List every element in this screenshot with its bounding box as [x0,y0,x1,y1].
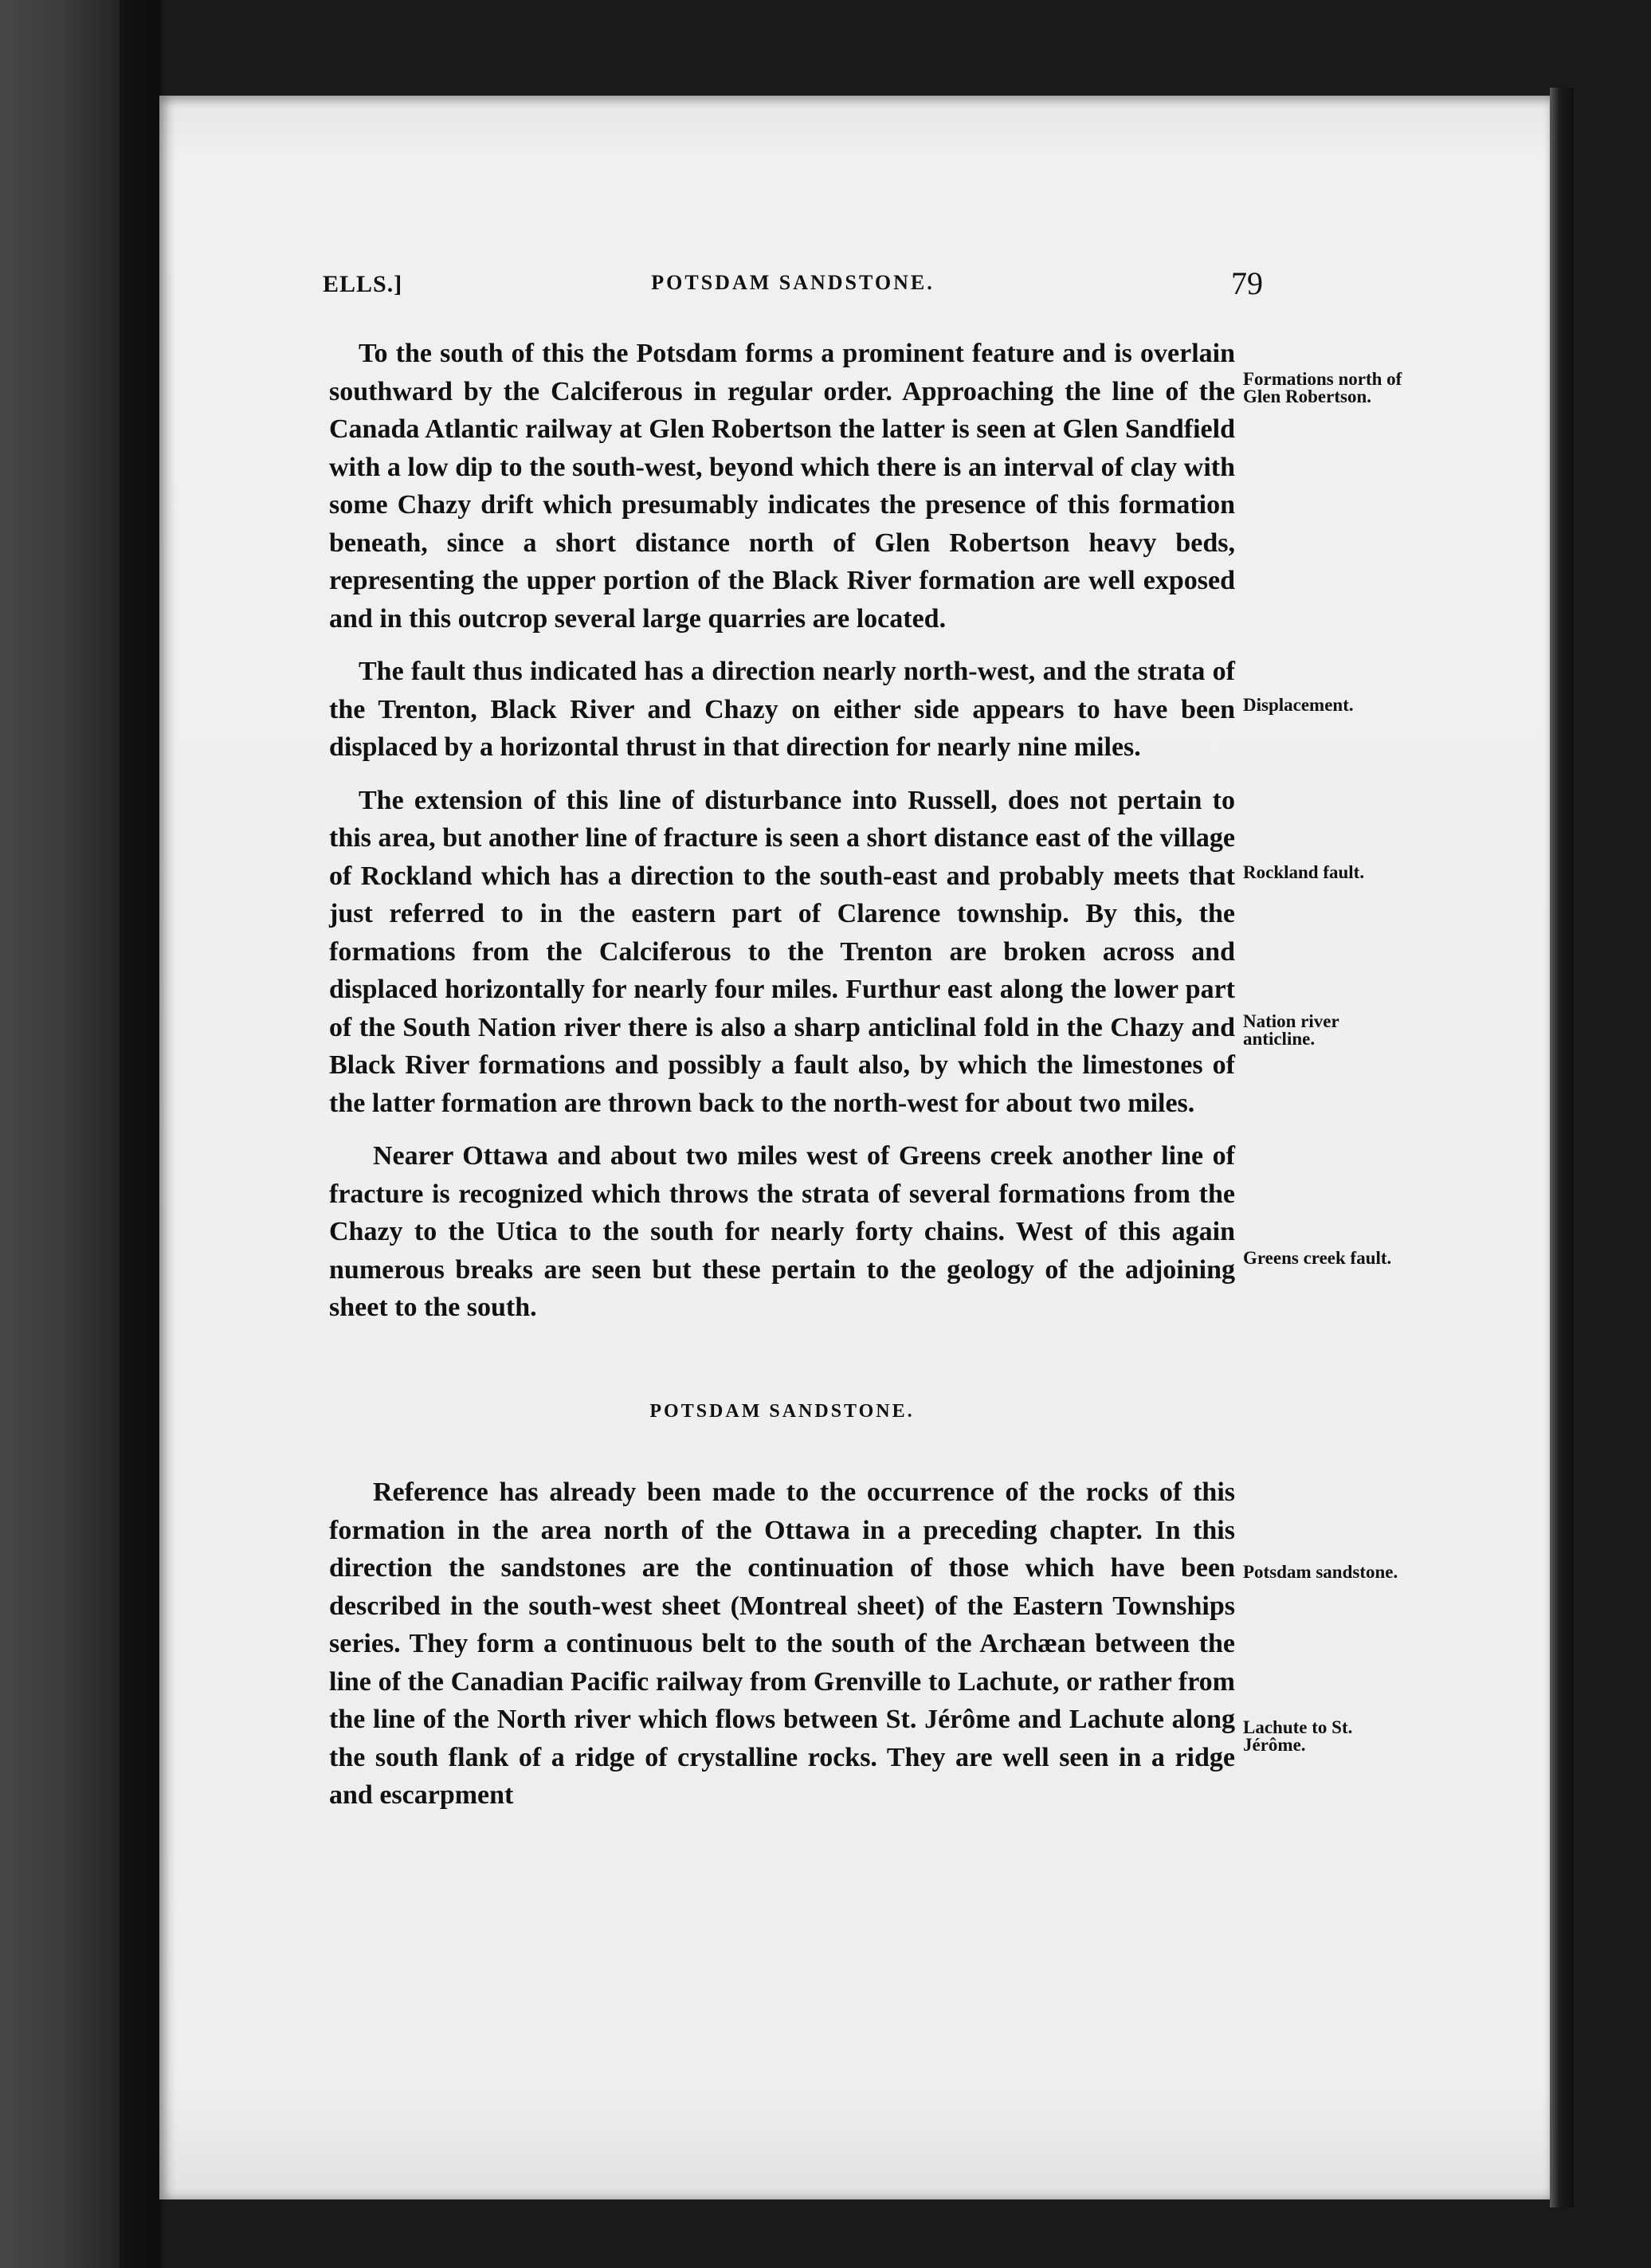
running-header [323,265,1263,311]
paragraph-fault-direction: The fault thus indicated has a direction nearly north-west, and the strata of the Trenton, Black River and Chazy on either side appears to have been displaced by a horizontal thrust in that direction for nearly nine miles. [329,657,1235,762]
facing-page-edge [0,0,120,2268]
section-heading: POTSDAM SANDSTONE. [649,1400,915,1422]
margin-note-glen-robertson: Formations north of Glen Robertson. [1243,369,1402,406]
margin-note-nation-river: Nation river anticline. [1243,1011,1339,1049]
margin-note-displacement: Displacement. [1243,695,1354,715]
paragraph-glen-robertson: To the south of this the Potsdam forms a prominent feature and is overlain southward by the Calciferous in regular order. Approaching the line of the Canada Atlantic railway at Glen Robertson the latter is seen at Glen Sandfield with a low dip to the south-west, beyond which there is an interval of clay with some Chazy drift which presumably indicates the presence of this formation beneath, since a short distance north of Glen Robertson heavy beds, representing the upper portion of the Black River formation are well exposed and in this outcrop several large quarries are located. [329,339,1235,634]
margin-note-lachute: Lachute to St. Jérôme. [1243,1717,1353,1755]
paragraph-greens-creek: Nearer Ottawa and about two miles west of Greens creek another line of fracture is recognized which throws the strata of several formations from the Chazy to the Utica to the south for nearly forty chains. West of this again numerous breaks are seen but these pertain to the geology of the adjoining sheet to the south. [329,1141,1235,1322]
margin-note-potsdam: Potsdam sandstone. [1243,1562,1398,1582]
paragraph-potsdam-reference: Reference has already been made to the occurrence of the rocks of this formation in the area north of the Ottawa in a preceding chapter. In this direction the sandstones are the continuation of those which have been described in the south-west sheet (Montreal sheet) of the Eastern Townships series. They form a continuous belt to the south of the Archæan between the line of the Canadian Pacific railway from Grenville to Lachute, or rather from the line of the North river which flows between St. Jérôme and Lachute along the south flank of a ridge of crystalline rocks. They are well seen in a ridge and escarpment [329,1477,1235,1810]
margin-note-greens-creek: Greens creek fault. [1243,1248,1392,1268]
margin-note-rockland-fault: Rockland fault. [1243,862,1365,882]
header-author: ELLS.] [323,271,403,297]
page-number: 79 [1231,265,1263,301]
page-right-border [1550,88,1574,2207]
body-text [329,335,1235,1815]
header-title: POTSDAM SANDSTONE. [651,271,935,294]
paragraph-rockland-fracture: The extension of this line of disturbance into Russell, does not pertain to this area, but another line of fracture is seen a short distance east of the village of Rockland which has a direction to the south-east and probably meets that just referred to in the eastern part of Clarence township. By this, the formations from the Calciferous to the Trenton are broken across and displaced horizontally for nearly four miles. Furthur east along the lower part of the South Nation river there is also a sharp anticlinal fold in the Chazy and Black River formations and possibly a fault also, by which the limestones of the latter formation are thrown back to the north-west for about two miles. [329,785,1235,1118]
